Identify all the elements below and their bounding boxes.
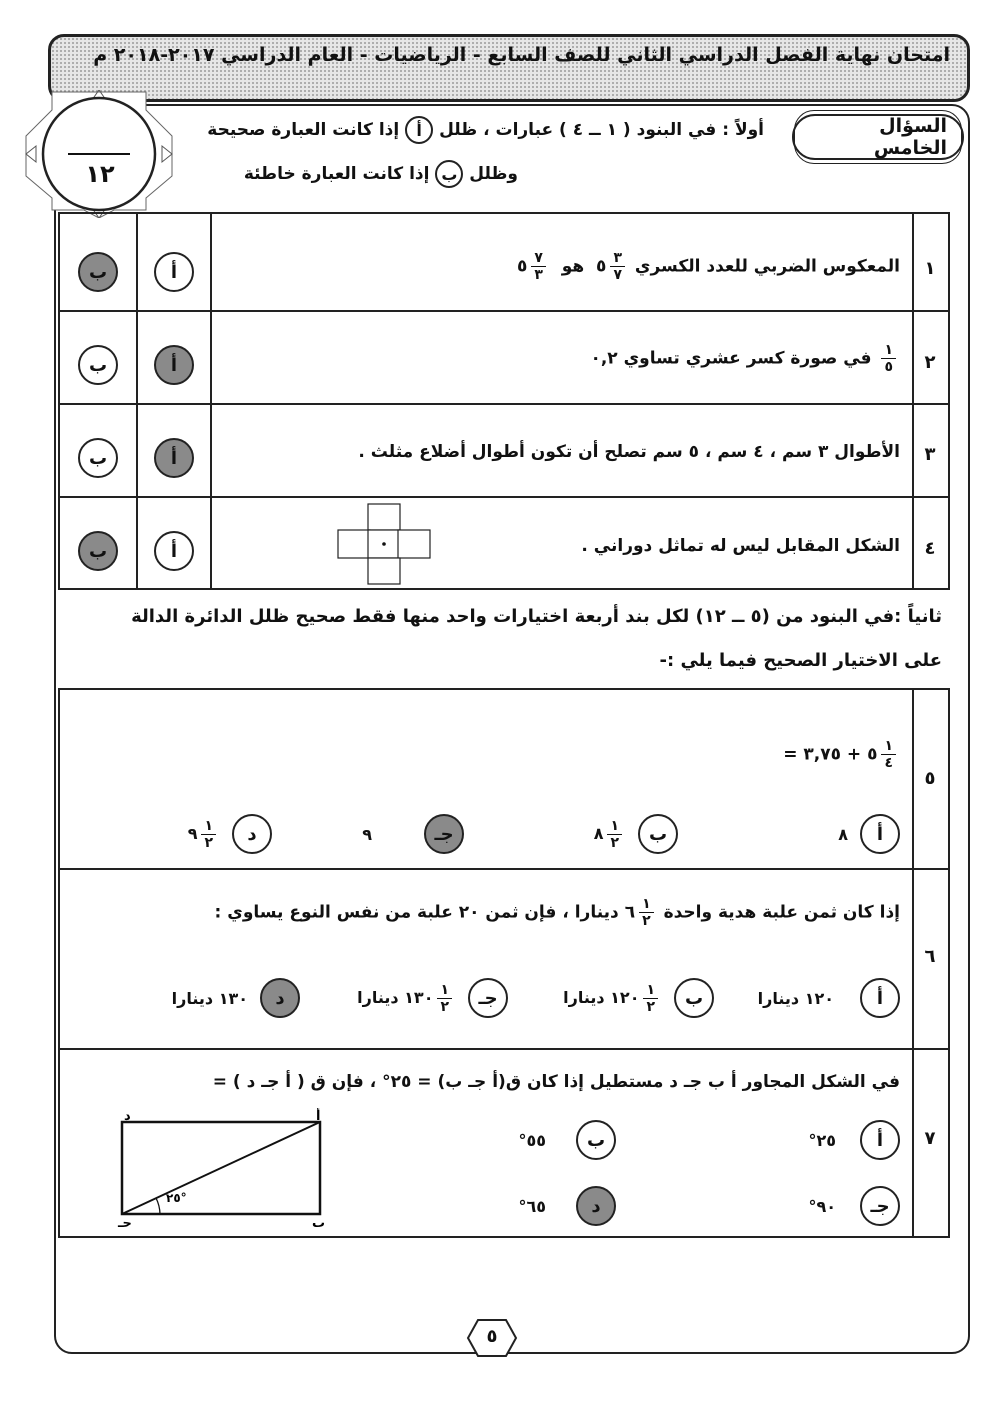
vertex-b: ب	[312, 1216, 326, 1228]
denominator: ٢	[204, 834, 213, 851]
option-value: ١٢٠ دينارا	[757, 988, 834, 1008]
numerator: ١	[437, 982, 452, 999]
option-circle[interactable]: ب	[674, 978, 714, 1018]
denominator: ٣	[534, 267, 543, 283]
option-b-circle[interactable]: ب	[78, 345, 118, 385]
whole-part: ٥	[516, 256, 528, 277]
q6-text-a: إذا كان ثمن علبة هدية واحدة	[663, 902, 900, 923]
q7-option-a[interactable]	[808, 1120, 900, 1160]
q5-expression-rest: + ٣,٧٥ =	[783, 744, 862, 765]
page-number: ٥	[486, 1326, 498, 1347]
option-value: ٨	[838, 824, 848, 844]
q7-option-d[interactable]	[518, 1186, 616, 1226]
multiple-choice-table	[58, 688, 950, 1238]
q6-option-d[interactable]	[172, 978, 300, 1018]
numerator: ١	[881, 342, 896, 359]
q6-option-c[interactable]	[357, 978, 508, 1018]
denominator: ٢	[646, 998, 655, 1015]
part1-instruction-line2	[244, 160, 518, 188]
q5-option-a[interactable]	[838, 814, 900, 854]
instr2-text-b: إذا كانت العبارة خاطئة	[243, 164, 430, 184]
option-circle-shaded[interactable]: د	[576, 1186, 616, 1226]
item-number: ٧	[924, 1128, 936, 1149]
numerator: ١	[881, 738, 896, 755]
whole-part: ٨	[593, 823, 604, 843]
option-a-circle-shaded[interactable]: أ	[154, 438, 194, 478]
item-number: ١	[924, 258, 936, 279]
whole-part: ١٢٠	[610, 987, 640, 1007]
option-circle[interactable]: جـ	[860, 1186, 900, 1226]
option-circle[interactable]: أ	[860, 814, 900, 854]
fraction	[610, 250, 625, 283]
denominator: ٤	[884, 755, 893, 771]
false-circle-legend: ب	[435, 160, 463, 188]
fraction	[643, 982, 658, 1015]
fraction	[881, 342, 896, 375]
item-3-statement: الأطوال ٣ سم ، ٤ سم ، ٥ سم تصلح أن تكون أطوال أضلاع مثلث .	[358, 442, 900, 462]
denominator: ٢	[440, 998, 449, 1015]
vertex-d: د	[124, 1109, 131, 1124]
q7-option-c[interactable]	[808, 1186, 900, 1226]
item-number: ٢	[924, 352, 936, 373]
unit: دينارا	[563, 987, 605, 1007]
item-number: ٣	[924, 444, 936, 465]
option-circle[interactable]: جـ	[468, 978, 508, 1018]
q5-option-d[interactable]	[188, 814, 272, 854]
item-number: ٥	[924, 768, 936, 789]
option-circle[interactable]: أ	[860, 978, 900, 1018]
option-b-circle-shaded[interactable]: ب	[78, 252, 118, 292]
whole-part: ٥	[867, 744, 878, 765]
exam-title: امتحان نهاية الفصل الدراسي الثاني للصف السابع - الرياضيات - العام الدراسي ٢٠١٧-٢٠١٨ م	[93, 44, 950, 66]
angle-label: ٢٥°	[166, 1191, 187, 1205]
denominator: ٧	[613, 267, 622, 283]
denominator: ٥	[884, 359, 893, 375]
score-value: ١٢	[85, 160, 115, 188]
part2-instruction-line2: على الاختيار الصحيح فيما يلي :-	[659, 650, 942, 671]
q7-option-b[interactable]	[518, 1120, 616, 1160]
instr2-text-a: وظلل	[469, 164, 518, 184]
option-value: ٩٠°	[808, 1196, 836, 1216]
numerator: ١	[201, 818, 216, 835]
numerator: ١	[643, 982, 658, 999]
part2-instruction-line1: ثانياً :في البنود من (٥ ــ ١٢) لكل بند أربعة اختيارات واحد منها فقط صحيح ظلل الدائرة الدالة	[131, 606, 942, 627]
option-circle[interactable]: ب	[638, 814, 678, 854]
fraction	[531, 250, 546, 283]
item-1-statement	[517, 250, 900, 283]
q6-option-b[interactable]	[563, 978, 714, 1018]
vertex-a: أ	[316, 1109, 321, 1124]
option-circle[interactable]: ب	[576, 1120, 616, 1160]
option-a-circle[interactable]: أ	[154, 531, 194, 571]
fraction	[607, 818, 622, 851]
question-label	[792, 114, 964, 160]
item-2-text: في صورة كسر عشري تساوي ٠,٢	[590, 348, 872, 369]
item-1-text-a: المعكوس الضربي للعدد الكسري	[634, 256, 900, 277]
whole-part: ٩	[187, 823, 198, 843]
part1-instruction-line1	[207, 116, 764, 144]
denominator: ٢	[610, 834, 619, 851]
q6-option-a[interactable]	[758, 978, 900, 1018]
q6-statement	[215, 896, 900, 929]
item-1-text-b: هو	[561, 256, 585, 277]
question-label-text: السؤال الخامس	[794, 110, 962, 164]
fraction	[201, 818, 216, 851]
item-number: ٤	[924, 538, 936, 559]
item-number: ٦	[924, 946, 936, 967]
q7-statement: في الشكل المجاور أ ب جـ د مستطيل إذا كان ق(أ جـ ب) = ٢٥° ، فإن ق ( أ جـ د ) =	[212, 1072, 900, 1092]
option-value: ٢٥°	[808, 1130, 836, 1150]
whole-part: ٥	[596, 256, 607, 277]
fraction	[437, 982, 452, 1015]
numerator: ١	[607, 818, 622, 835]
plus-shape-figure	[336, 502, 432, 586]
option-b-circle[interactable]: ب	[78, 438, 118, 478]
option-value: ٥٥°	[518, 1130, 546, 1150]
q5-expression	[783, 738, 900, 771]
true-false-table	[58, 212, 950, 590]
item-4-statement: الشكل المقابل ليس له تماثل دوراني .	[581, 536, 900, 556]
fraction	[639, 896, 654, 929]
option-value: ٩	[362, 824, 372, 844]
fraction	[881, 738, 896, 771]
option-a-circle[interactable]: أ	[154, 252, 194, 292]
option-a-circle-shaded[interactable]: أ	[154, 345, 194, 385]
denominator: ٢	[642, 913, 651, 929]
option-circle-shaded[interactable]: د	[260, 978, 300, 1018]
option-circle[interactable]: د	[232, 814, 272, 854]
numerator: ١	[639, 896, 654, 913]
option-circle-shaded[interactable]: جـ	[424, 814, 464, 854]
q6-text-b: دينارا ، فإن ثمن ٢٠ علبة من نفس النوع يساوي :	[214, 902, 619, 923]
instr1-text-b: إذا كانت العبارة صحيحة	[207, 120, 400, 140]
vertex-c: جـ	[118, 1216, 132, 1228]
option-value: ١٣٠ دينارا	[171, 988, 248, 1008]
score-badge	[24, 90, 174, 218]
option-value: ٦٥°	[518, 1196, 546, 1216]
option-b-circle-shaded[interactable]: ب	[78, 531, 118, 571]
q5-option-b[interactable]	[594, 814, 678, 854]
whole-part: ٦	[624, 902, 636, 923]
q5-option-c[interactable]	[362, 814, 464, 854]
true-circle-legend: أ	[405, 116, 433, 144]
instr1-text-a: أولاً : في البنود ( ١ ــ ٤ ) عبارات ، ظلل	[439, 120, 764, 140]
option-circle[interactable]: أ	[860, 1120, 900, 1160]
numerator: ٧	[531, 250, 546, 267]
numerator: ٣	[610, 250, 625, 267]
whole-part: ١٣٠	[404, 987, 434, 1007]
rectangle-figure	[116, 1108, 336, 1228]
item-2-statement	[590, 342, 900, 375]
unit: دينارا	[357, 987, 399, 1007]
